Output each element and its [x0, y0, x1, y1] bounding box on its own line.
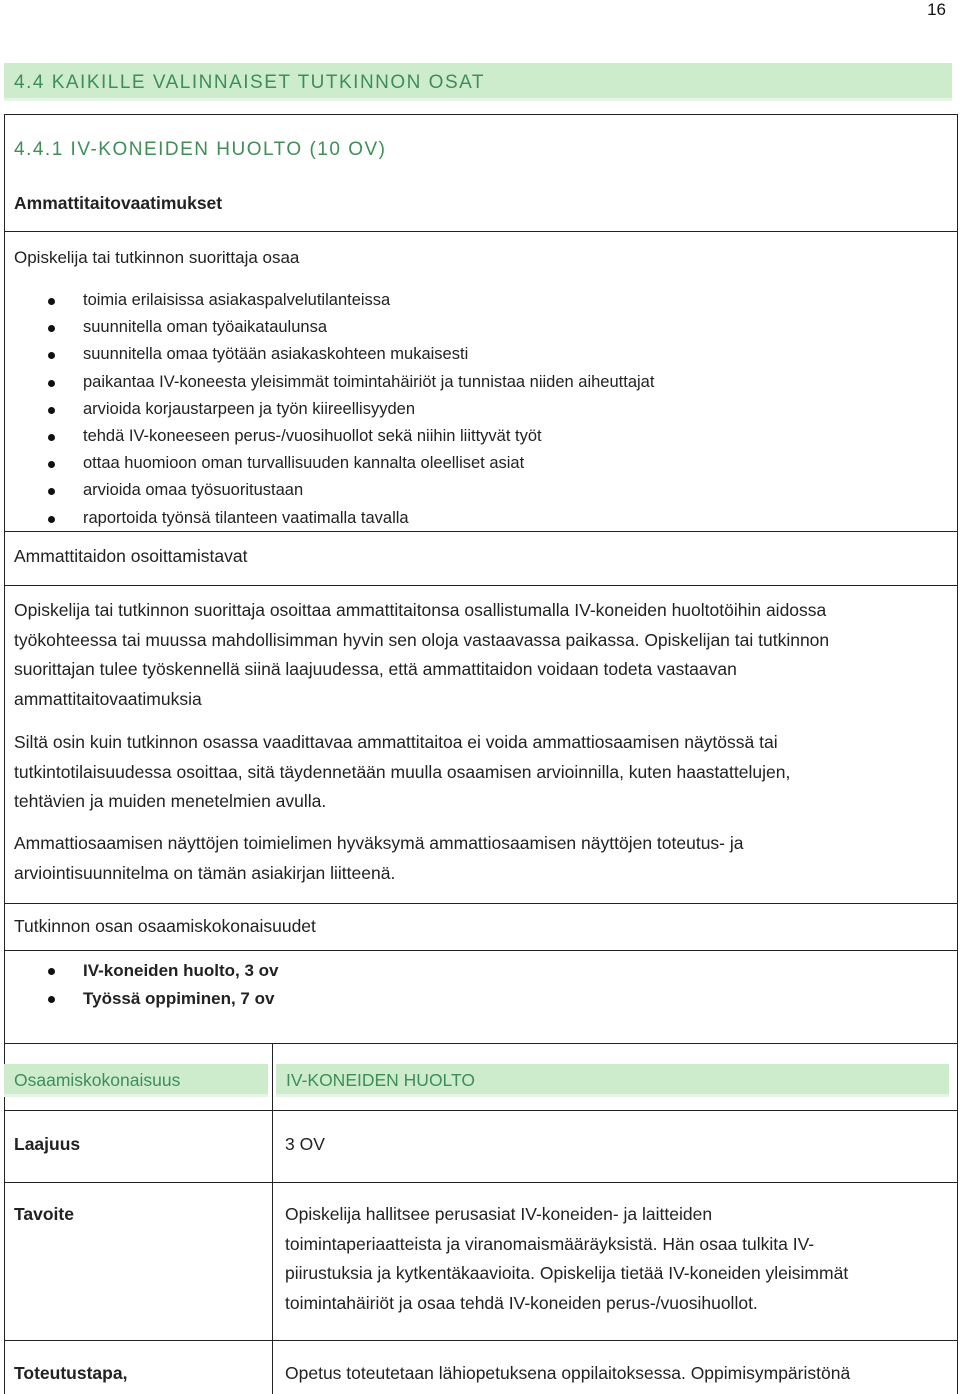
bullet-icon [48, 488, 55, 495]
section-heading-4-4-1: 4.4.1 IV-KONEIDEN HUOLTO (10 OV) [14, 139, 387, 160]
list-item: Työssä oppiminen, 7 ov [48, 985, 279, 1013]
table-top-border [4, 1043, 958, 1044]
requirements-list [48, 287, 654, 532]
bullet-icon [48, 968, 55, 975]
list-item: arvioida korjaustarpeen ja työn kiireellisyyden [48, 396, 654, 423]
divider [4, 585, 958, 586]
table-column-divider [272, 1043, 273, 1394]
list-item: paikantaa IV-koneesta yleisimmät toimintahäiriöt ja tunnistaa niiden aiheuttajat [48, 369, 654, 396]
divider [4, 903, 958, 904]
competence-units-list [48, 957, 279, 1012]
bullet-icon [48, 298, 55, 305]
demonstration-paragraph-2: Siltä osin kuin tutkinnon osassa vaadittavaa ammattitaitoa ei voida ammattiosaamisen näytössä tai tutkintotilaisuudessa osoittaa, sitä täydennetään muulla osaamisen arvioinnilla, kuten haastattelujen, tehtävien ja muiden menetelmien avulla. [14, 732, 791, 812]
page-number: 16 [927, 0, 946, 19]
demonstration-heading: Ammattitaidon osoittamistavat [14, 546, 248, 566]
requirements-intro: Opiskelija tai tutkinnon suorittaja osaa [14, 248, 300, 267]
table-row-label: Tavoite [14, 1204, 74, 1224]
demonstration-paragraph-3: Ammattiosaamisen näyttöjen toimielimen hyväksymä ammattiosaamisen näyttöjen toteutus- ja arviointisuunnitelma on tämän asiakirjan liitteenä. [14, 833, 744, 883]
table-header-right: IV-KONEIDEN HUOLTO [276, 1064, 949, 1097]
divider [4, 231, 958, 232]
divider [4, 950, 958, 951]
bullet-icon [48, 325, 55, 332]
table-row-label: Toteutustapa, [14, 1363, 128, 1383]
list-item: suunnitella oman työaikataulunsa [48, 314, 654, 341]
table-row-value: Opiskelija hallitsee perusasiat IV-koneiden- ja laitteiden toimintaperiaatteista ja viranomaismääräyksistä. Hän osaa tulkita IV- piirustuksia ja kytkentäkaavioita. Opiskelija tietää IV-koneiden yleisimmät toimintahäiriöt ja osaa tehdä IV-koneiden perus-/vuosihuollot. [285, 1204, 849, 1313]
table-row-value: Opetus toteutetaan lähiopetuksena oppilaitoksessa. Oppimisympäristönä [285, 1363, 851, 1383]
list-item: suunnitella omaa työtään asiakaskohteen mukaisesti [48, 341, 654, 368]
section-heading-4-4: 4.4 KAIKILLE VALINNAISET TUTKINNON OSAT [4, 63, 952, 101]
competence-units-heading: Tutkinnon osan osaamiskokonaisuudet [14, 916, 316, 936]
table-header-left: Osaamiskokonaisuus [4, 1064, 268, 1097]
table-row-divider [4, 1340, 958, 1341]
bullet-icon [48, 434, 55, 441]
bullet-icon [48, 996, 55, 1003]
table-row-divider [4, 1110, 958, 1111]
table-right-border [957, 1043, 958, 1394]
list-item: raportoida työnsä tilanteen vaatimalla tavalla [48, 505, 654, 532]
list-item: IV-koneiden huolto, 3 ov [48, 957, 279, 985]
list-item: arvioida omaa työsuoritustaan [48, 477, 654, 504]
table-row-value: 3 OV [285, 1134, 325, 1154]
bullet-icon [48, 380, 55, 387]
bullet-icon [48, 352, 55, 359]
bullet-icon [48, 407, 55, 414]
table-row-divider [4, 1182, 958, 1183]
requirements-heading: Ammattitaitovaatimukset [14, 193, 223, 213]
table-row-label: Laajuus [14, 1134, 81, 1154]
demonstration-paragraph-1: Opiskelija tai tutkinnon suorittaja osoittaa ammattitaitonsa osallistumalla IV-koneiden huoltotöihin aidossa työkohteessa tai muussa mahdollisimman hyvin sen oloja vastaavassa paikassa. Opiskelijan tai tutkinnon suorittajan tulee työskennellä siinä laajuudessa, että ammattitaidon voidaan todeta vastaavan ammattitaitovaatimuksia [14, 600, 830, 709]
divider [4, 531, 958, 532]
bullet-icon [48, 516, 55, 523]
list-item: ottaa huomioon oman turvallisuuden kannalta oleelliset asiat [48, 450, 654, 477]
bullet-icon [48, 461, 55, 468]
list-item: tehdä IV-koneeseen perus-/vuosihuollot sekä niihin liittyvät työt [48, 423, 654, 450]
list-item: toimia erilaisissa asiakaspalvelutilanteissa [48, 287, 654, 314]
